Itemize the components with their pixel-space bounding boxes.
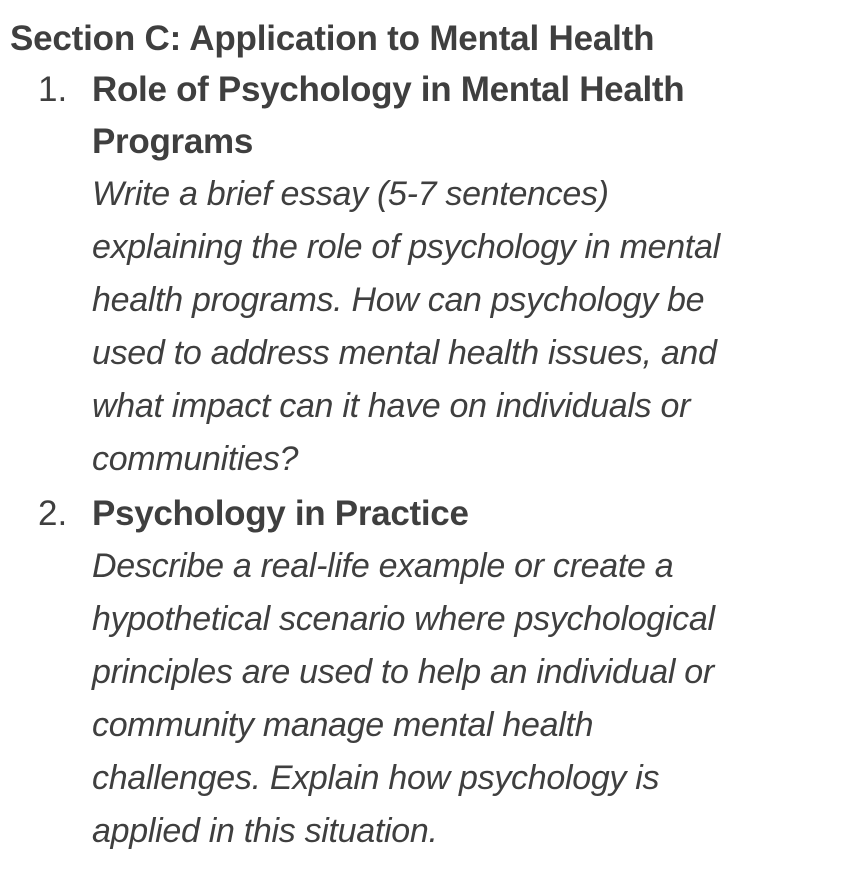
- prompt-line: Write a brief essay (5-7 sentences): [92, 175, 609, 213]
- item-heading: [92, 488, 837, 540]
- prompt-line: challenges. Explain how psychology is: [92, 759, 660, 797]
- prompt-line: communities?: [92, 440, 299, 478]
- item-prompt: [92, 540, 837, 858]
- prompt-line: Describe a real-life example or create a: [92, 547, 674, 585]
- prompt-line: community manage mental health: [92, 706, 594, 744]
- prompt-line: principles are used to help an individual or: [92, 653, 714, 691]
- item-heading-line: Role of Psychology in Mental Health: [92, 70, 685, 109]
- item-heading-line: Psychology in Practice: [92, 494, 469, 533]
- prompt-line: used to address mental health issues, and: [92, 334, 717, 372]
- item-heading-line: Programs: [92, 122, 253, 161]
- item-prompt: [92, 168, 837, 486]
- item-number: 1.: [38, 70, 68, 109]
- item-body: [92, 488, 837, 858]
- prompt-line: hypothetical scenario where psychological: [92, 600, 715, 638]
- prompt-line: health programs. How can psychology be: [92, 281, 705, 319]
- item-heading: [92, 64, 837, 168]
- item-body: [92, 64, 837, 486]
- prompt-line: applied in this situation.: [92, 812, 438, 850]
- section-title: Section C: Application to Mental Health: [10, 19, 655, 58]
- prompt-line: what impact can it have on individuals or: [92, 387, 691, 425]
- item-number: 2.: [38, 494, 68, 533]
- prompt-line: explaining the role of psychology in mental: [92, 228, 720, 266]
